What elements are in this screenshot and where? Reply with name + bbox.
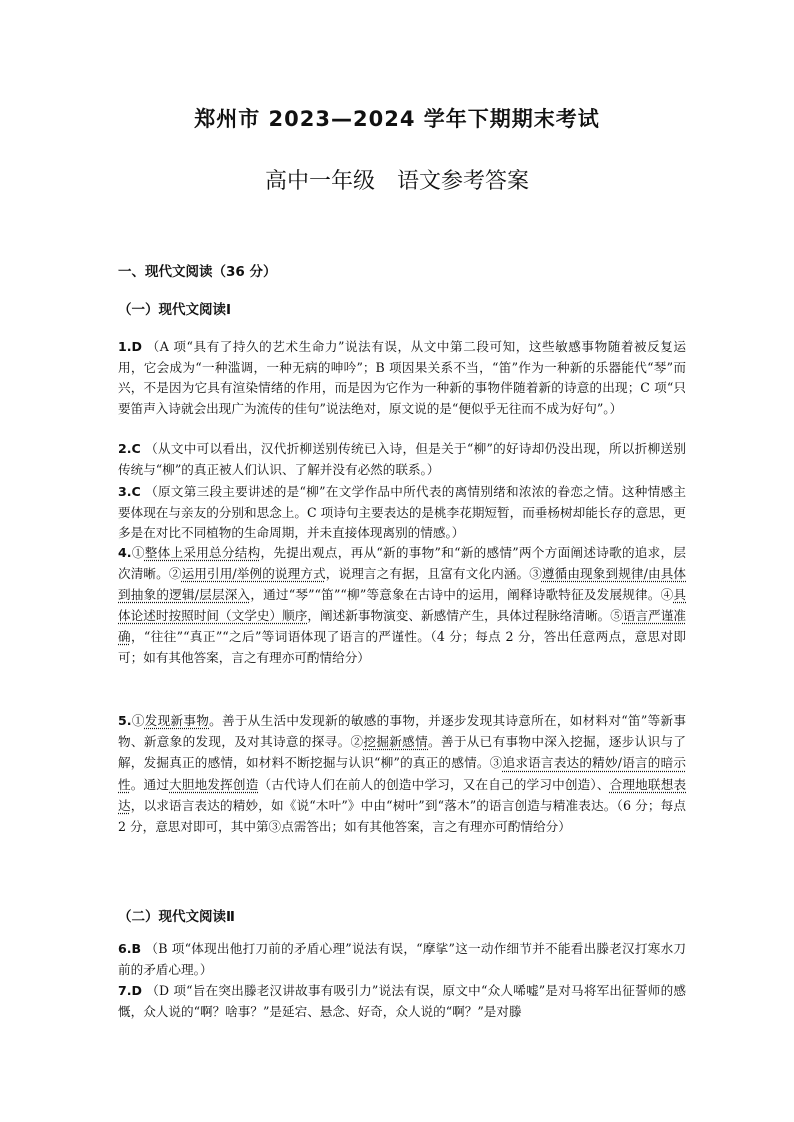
answer-q2 xyxy=(118,439,686,480)
answer-text: ，通过“琴”“笛”“柳”等意象在古诗中的运用，阐释诗歌特征及发展规律。④ xyxy=(250,586,674,602)
key-point: 合理地联想表达 xyxy=(118,776,687,813)
answer-text: 。善于从已有事物中深入挖掘，逐步认识与了解，发掘真正的感情，如材料不断挖掘与认识“柳”的真正的感情。③ xyxy=(118,734,687,771)
answer-q7 xyxy=(118,981,686,1022)
answer-text: 。通过 xyxy=(130,776,170,792)
answer-text: ，以求语言表达的精妙，如《说“木叶”》中由“树叶”到“落木”的语言创造与精准表达。（6 分；每点 2 分，意思对即可，其中第③点需答出；如有其他答案，言之有理亦可酌情给分） xyxy=(118,797,686,835)
key-point: 语言严谨准确 xyxy=(118,607,687,644)
answer-text: ① xyxy=(131,713,145,728)
answer-number: 7.D xyxy=(118,983,143,998)
section-heading-modern-reading: 一、现代文阅读（36 分） xyxy=(118,264,277,280)
answer-text: （D 项“旨在突出滕老汉讲故事有吸引力”说法有误，原文中“众人唏嘘”是对马将军出征誓师的感慨，众人说的“啊？啥事？”是延宕、悬念、好奇，众人说的“啊？”是对滕 xyxy=(118,983,686,1019)
answer-text: （B 项“体现出他打刀前的矛盾心理”说法有误，“摩挲”这一动作细节并不能看出滕老汉打寒水刀前的矛盾心理。） xyxy=(118,941,686,977)
document-subtitle: 高中一年级 语文参考答案 xyxy=(264,169,529,194)
answer-number: 5. xyxy=(118,713,132,728)
answer-text: （原文第三段主要讲述的是“柳”在文学作品中所代表的离情别绪和浓浓的眷恋之情。这种情感主要体现在与亲友的分别和思念上。C 项诗句主要表达的是桃李花期短暂，而垂杨树却能长存的意思，更多是在对比不同植物的生命周期，并未直接体现离别的情感。） xyxy=(118,484,686,541)
answer-number: 4. xyxy=(118,545,132,560)
answer-text: ① xyxy=(131,545,145,560)
answer-text: ，说理言之有据，且富有文化内涵。③ xyxy=(325,565,542,581)
document-title: 郑州市 2023—2024 学年下期期末考试 xyxy=(194,107,600,131)
subsection-heading-reading-1: （一）现代文阅读Ⅰ xyxy=(118,302,232,318)
answer-number: 3.C xyxy=(118,484,141,499)
answer-text: ，“往往”“真正”“之后”等词语体现了语言的严谨性。（4 分；每点 2 分，答出任意两点，意思对即可；如有其他答案，言之有理亦可酌情给分） xyxy=(118,628,686,665)
key-point: 遵循由现象到规律/由具体到抽象的逻辑/层层深入 xyxy=(118,565,687,602)
answer-text: （A 项“具有了持久的艺术生命力”说法有误，从文中第二段可知，这些敏感事物随着被反复运用，它会成为“一种滥调，一种无病的呻吟”；B 项因果关系不当，“笛”作为一种新的乐器能代“琴”而兴，不是因为它具有渲染情绪的作用，而是因为它作为一种新的事物伴随着新的诗意的出现；C 项“只要笛声入诗就会出现广为流传的佳句”说法绝对，原文说的是“便似乎无往而不成为好句”。） xyxy=(118,339,686,416)
key-point: 挖掘新感情 xyxy=(363,734,429,750)
key-point: 运用引用/举例的说理方式 xyxy=(181,565,326,581)
key-point: 发现新事物 xyxy=(144,713,210,728)
answer-text: 。善于从生活中发现新的敏感的事物，并逐步发现其诗意所在，如材料对“笛”等新事物、新意象的发现，及对其诗意的探寻。② xyxy=(118,713,686,750)
key-point: 大胆地发挥创造 xyxy=(169,776,259,792)
answer-q4 xyxy=(118,543,686,668)
answer-q6 xyxy=(118,939,686,980)
answer-number: 2.C xyxy=(118,441,141,456)
key-point: 追求语言表达的精妙/语言的暗示性 xyxy=(118,755,686,792)
key-point: 具体论述时按照时间（文学史）顺序 xyxy=(118,586,686,623)
key-point: 整体上采用总分结构 xyxy=(144,545,261,560)
answer-number: 6.B xyxy=(118,941,142,956)
answer-text: ，先提出观点，再从“新的事物”和“新的感情”两个方面阐述诗歌的追求，层次清晰。② xyxy=(118,545,687,581)
answer-text: ，阐述新事物演变、新感情产生，具体过程脉络清晰。⑤ xyxy=(307,607,623,623)
answer-text: （从文中可以看出，汉代折柳送别传统已入诗，但是关于“柳”的好诗却仍没出现，所以折柳送别传统与“柳”的真正被人们认识、了解并没有必然的联系。） xyxy=(118,441,686,477)
answer-text: （古代诗人们在前人的创造中学习，又在自己的学习中创造）、 xyxy=(258,776,610,792)
answer-q1 xyxy=(118,337,686,419)
answer-number: 1.D xyxy=(118,339,143,354)
answer-q5 xyxy=(118,710,686,837)
answer-q3 xyxy=(118,482,686,544)
subsection-heading-reading-2: （二）现代文阅读Ⅱ xyxy=(118,909,235,925)
